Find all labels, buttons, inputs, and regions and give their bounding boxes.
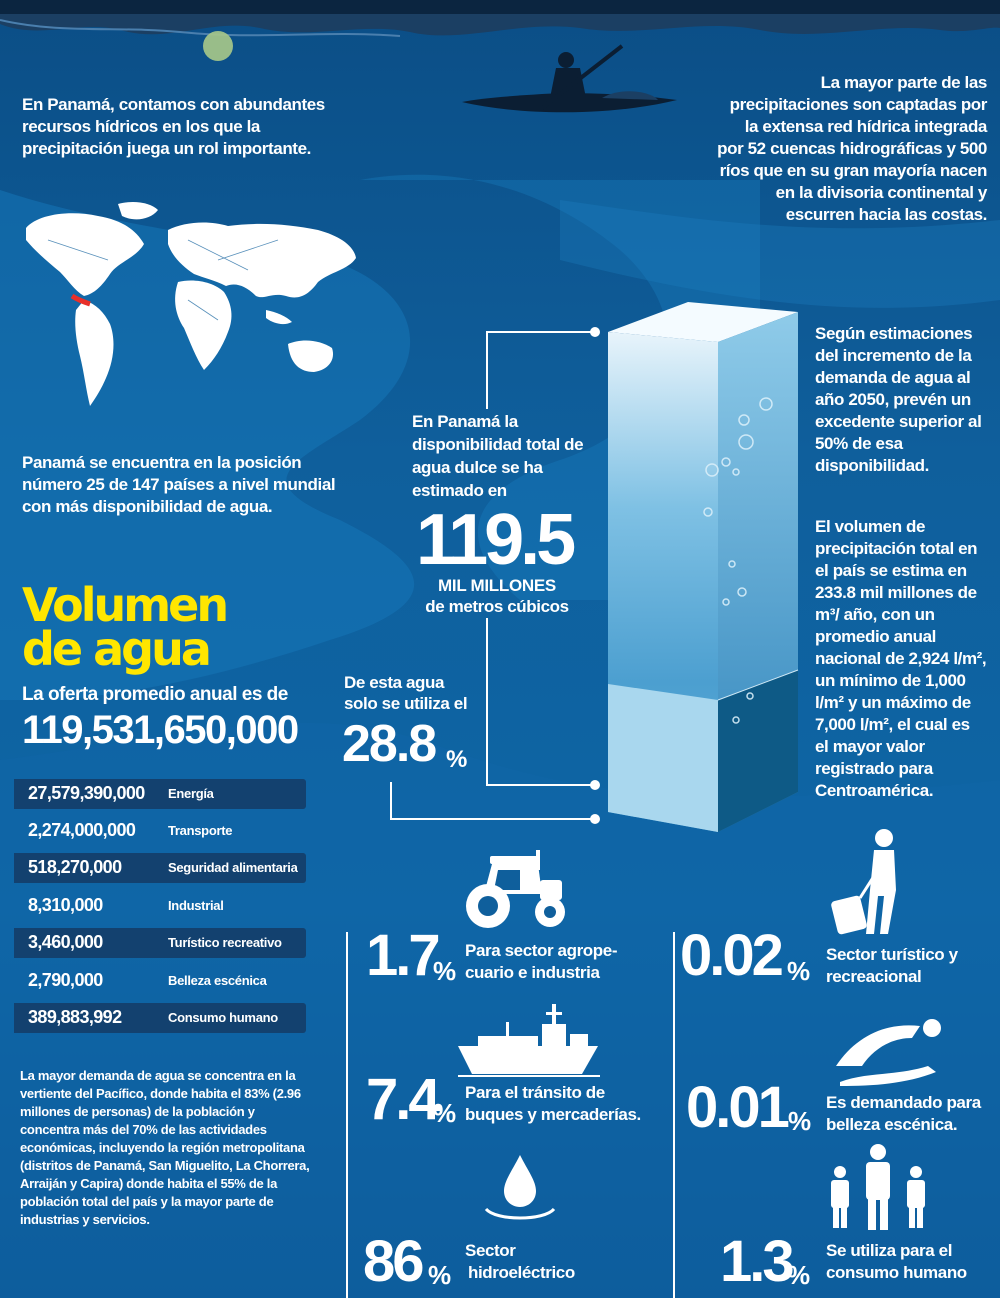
use-description	[826, 944, 958, 988]
section-title	[22, 578, 282, 676]
row-value: 389,883,992	[28, 1007, 122, 1027]
connector-line	[486, 618, 488, 786]
table-row	[14, 891, 306, 921]
sun-icon	[203, 31, 233, 61]
use-description-line2: consumo humano	[826, 1263, 967, 1282]
connector-dot	[590, 327, 600, 337]
tractor-icon	[460, 850, 570, 930]
use-description-line1: Para sector agrope-	[465, 941, 618, 960]
section-title-line1: Volumen	[22, 578, 227, 632]
table-row	[14, 816, 306, 846]
offer-label: La oferta promedio anual es de	[22, 684, 288, 705]
use-percent-sign: %	[428, 1260, 452, 1290]
use-percent-sign: %	[787, 956, 811, 986]
use-percent-sign: %	[788, 1106, 812, 1136]
use-description	[465, 1240, 575, 1284]
ship-icon	[458, 1000, 600, 1080]
row-label: Transporte	[168, 823, 233, 838]
table-row	[14, 853, 306, 883]
table-row	[14, 779, 306, 809]
use-percent-number: 0.02	[680, 923, 781, 988]
intro-text: En Panamá, contamos con abundantes recursos hídricos en los que la precipitación juega un rol importante.	[22, 95, 325, 158]
row-value: 27,579,390,000	[28, 783, 145, 803]
row-label: Industrial	[168, 898, 224, 913]
use-percent-number: 1.7	[366, 923, 438, 988]
use-description-line1: Para el tránsito de	[465, 1083, 605, 1102]
use-percent-sign: %	[433, 956, 457, 986]
divider-line	[673, 932, 675, 1298]
traveler-icon	[830, 826, 910, 936]
use-description	[826, 1240, 967, 1284]
use-percent-number: 7.4	[366, 1067, 438, 1132]
row-value: 2,790,000	[28, 970, 103, 990]
connector-line	[390, 818, 594, 820]
used-text: De esta agua solo se utiliza el	[344, 673, 468, 713]
use-percent-sign: %	[787, 1260, 811, 1290]
total-number: 119.5	[416, 500, 573, 580]
row-value: 518,270,000	[28, 857, 122, 877]
use-description	[465, 1082, 641, 1126]
total-unit-line2: de metros cúbicos	[425, 597, 569, 616]
use-percent-sign: %	[433, 1098, 457, 1128]
use-description-line1: Sector turístico y	[826, 945, 958, 964]
row-label: Seguridad alimentaria	[168, 860, 298, 875]
river-network-text: La mayor parte de las precipitaciones son captadas por la extensa red hídrica integrada por 52 cuencas hidrográficas y 500 ríos que en su gran mayoría nacen en la divisoria continental y escurren hacia las costas.	[717, 73, 987, 224]
use-description-line2: hidroeléctrico	[468, 1263, 575, 1282]
connector-dot	[590, 814, 600, 824]
water-column	[608, 292, 802, 852]
connector-dot	[590, 780, 600, 790]
connector-line	[486, 331, 488, 409]
precipitation-text: El volumen de precipitación total en el país se estima en 233.8 mil millones de m³/ año, con un promedio anual nacional de 2,924 l/m², un mínimo de 1,000 l/m² y un máximo de 7,000 l/m², el cual es el mayor valor registrado para Centroamérica.	[815, 517, 987, 800]
used-percent-sign: %	[446, 746, 468, 773]
connector-line	[486, 784, 594, 786]
swimmer-icon	[836, 1006, 956, 1086]
use-description-line2: belleza escénica.	[826, 1115, 958, 1134]
connector-line	[486, 331, 594, 333]
offer-value: 119,531,650,000	[22, 708, 298, 752]
used-number: 28.8	[342, 715, 436, 773]
table-row	[14, 966, 306, 996]
use-description	[826, 1092, 981, 1136]
use-description-line1: Sector	[465, 1241, 516, 1260]
ranking-text: Panamá se encuentra en la posición número 25 de 147 países a nivel mundial con más disponibilidad de agua.	[22, 453, 336, 516]
table-row	[14, 1003, 306, 1033]
total-intro-text: En Panamá la disponibilidad total de agua dulce se ha estimado en	[412, 412, 584, 500]
row-value: 2,274,000,000	[28, 820, 136, 840]
row-label: Energía	[168, 786, 214, 801]
use-description	[465, 940, 617, 984]
row-label: Belleza escénica	[168, 973, 267, 988]
demand-text: La mayor demanda de agua se concentra en la vertiente del Pacífico, donde habita el 83% (2.96 millones de personas) de la población y concentra más del 70% de las actividades económicas, incluyendo la región metropolitana (distritos de Panamá, San Miguelito, La Chorrera, Arraiján y Capira) donde habita el 55% de la población total del país y la mayor parte de industrias y servicios.	[20, 1068, 310, 1227]
total-unit-line1: MIL MILLONES	[438, 576, 556, 595]
use-description-line2: cuario e industria	[465, 963, 600, 982]
estimation-text: Según estimaciones del incremento de la demanda de agua al año 2050, prevén un excedente superior al 50% de esa disponibilidad.	[815, 324, 982, 475]
use-percent-number: 86	[363, 1229, 422, 1294]
use-description-line1: Se utiliza para el	[826, 1241, 953, 1260]
world-map	[18, 200, 368, 415]
table-row	[14, 928, 306, 958]
use-percent-number: 1.3	[720, 1229, 792, 1294]
section-title-line2: de agua	[22, 622, 209, 676]
divider-line	[346, 932, 348, 1298]
row-value: 8,310,000	[28, 895, 103, 915]
row-label: Consumo humano	[168, 1010, 278, 1025]
use-percent-number: 0.01	[686, 1075, 787, 1140]
connector-line	[390, 782, 392, 820]
row-label: Turístico recreativo	[168, 935, 282, 950]
use-description-line2: recreacional	[826, 967, 922, 986]
water-drop-icon	[480, 1155, 560, 1225]
use-description-line1: Es demandado para	[826, 1093, 981, 1112]
use-description-line2: buques y mercaderías.	[465, 1105, 641, 1124]
kayaker-icon	[462, 42, 677, 122]
row-value: 3,460,000	[28, 932, 103, 952]
people-icon	[826, 1144, 930, 1230]
